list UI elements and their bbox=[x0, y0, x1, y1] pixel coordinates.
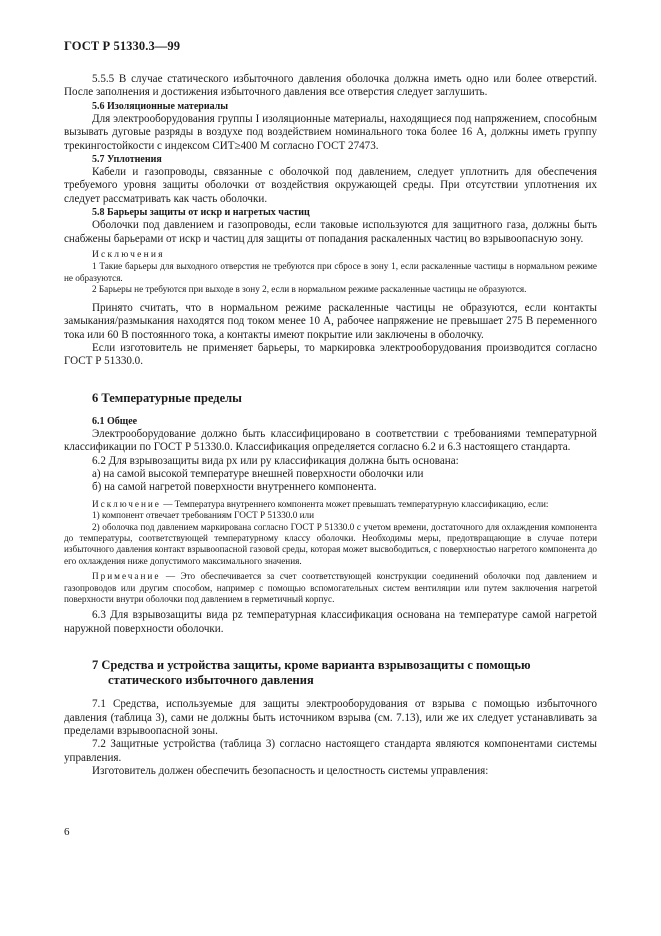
note-1: 1 Такие барьеры для выходного отверстия не требуются при сбросе в зону 1, если раскаленные частицы в нормальном режиме не образуются. bbox=[64, 261, 597, 283]
exception-text: — Температура внутреннего компонента может превышать температурную классификацию, если: bbox=[160, 498, 549, 509]
heading-5-7: 5.7 Уплотнения bbox=[92, 154, 162, 166]
paragraph-6-3: 6.3 Для взрывозащиты вида pz температурная классификация основана на температуре самой нагретой наружной поверхности оболочки. bbox=[64, 609, 597, 635]
list-item-a: а) на самой высокой температуре внешней поверхности оболочки или bbox=[92, 467, 424, 480]
notes-label: Исключения bbox=[92, 250, 165, 261]
paragraph-last: Изготовитель должен обеспечить безопасность и целостность системы управления: bbox=[92, 765, 489, 778]
note-paragraph bbox=[64, 571, 597, 605]
page-number: 6 bbox=[64, 826, 70, 838]
document-body bbox=[64, 73, 597, 779]
heading-6-1: 6.1 Общее bbox=[92, 415, 138, 427]
paragraph-5-7: Кабели и газопроводы, связанные с оболочкой под давлением, следует уплотнить для обеспечения требуемого уровня защиты оболочки от воздействия окружающей среды. При отсутствии уплотнения их следует рассматривать как часть оболочки. bbox=[64, 166, 597, 205]
paragraph-6-1: Электрооборудование должно быть классифицировано в соответствии с требованиями температурной классификации по ГОСТ Р 51330.0. Классификация определяется согласно 6.2 и 6.3 настоящего стандарта. bbox=[64, 427, 597, 454]
exception-item-2: 2) оболочка под давлением маркирована согласно ГОСТ Р 51330.0 с учетом времени, достаточного для охлаждения компонента до температуры, соответствующей температурному классу оболочки. Необходимы меры, предотвращающие в случае потери избыточного давления контакт взрывоопасной газовой среды, которая может высвободиться, с поверхностью нагретого компонента до его охлаждения ниже допустимого максимального значения. bbox=[64, 521, 597, 566]
exception-paragraph bbox=[64, 499, 597, 510]
paragraph-accept: Принято считать, что в нормальном режиме раскаленные частицы не образуются, если контакты замыкания/размыкания находятся под током менее 10 А, рабочее напряжение не превышает 275 В переменного тока или 60 В постоянного тока, а контакты имеют покрытие или заключены в оболочку. bbox=[64, 301, 597, 341]
document-header: ГОСТ Р 51330.3—99 bbox=[64, 39, 181, 53]
exception-label: Исключение bbox=[92, 498, 161, 509]
paragraph-manufacturer: Если изготовитель не применяет барьеры, то маркировка электрооборудования производится согласно ГОСТ Р 51330.0. bbox=[64, 341, 597, 368]
section-7-title-line1: 7 Средства и устройства защиты, кроме варианта взрывозащиты с помощью bbox=[92, 658, 531, 673]
list-item-b: б) на самой нагретой поверхности внутреннего компонента. bbox=[92, 481, 377, 494]
note-text: — Это обеспечивается за счет соответствующей конструкции соединений оболочки под давлением и газопроводов или другим способом, например с помощью вспомогательных систем вентиляции или путем заключения нагретой поверхности внутри оболочки под давлением в герметичный корпус. bbox=[64, 571, 597, 604]
paragraph-7-1: 7.1 Средства, используемые для защиты электрооборудования от взрыва с помощью избыточного давления (таблица 3), сами не должны быть источником взрыва (см. 7.13), или же их следует устанавливать за пределами взрывоопасной зоны. bbox=[64, 698, 597, 738]
section-6-title: 6 Температурные пределы bbox=[92, 390, 242, 405]
note-label: Примечание bbox=[92, 571, 161, 582]
section-7-title-line2: статического избыточного давления bbox=[108, 673, 314, 688]
note-2: 2 Барьеры не требуются при выходе в зону 2, если в нормальном режиме раскаленные частицы не образуются. bbox=[92, 284, 527, 295]
exception-item-1: 1) компонент отвечает требованиям ГОСТ Р 51330.0 или bbox=[92, 510, 315, 521]
section-7-title bbox=[64, 658, 597, 688]
heading-5-6: 5.6 Изоляционные материалы bbox=[92, 100, 229, 112]
paragraph-5-8: Оболочки под давлением и газопроводы, если таковые используются для защитного газа, должны быть снабжены барьерами от искр и частиц для защиты от попадания раскаленных частиц во взрывоопасную зону. bbox=[64, 219, 597, 245]
paragraph-7-2: 7.2 Защитные устройства (таблица 3) согласно настоящего стандарта являются компонентами системы управления. bbox=[64, 738, 597, 764]
paragraph-5-6: Для электрооборудования группы I изоляционные материалы, находящиеся под напряжением, способным вызывать дуговые разряды в воздухе под воздействием номинального тока более 16 А, должны иметь группу трекингостойкости с индексом СИТ≥400 М согласно ГОСТ 27473. bbox=[64, 112, 597, 152]
heading-5-8: 5.8 Барьеры защиты от искр и нагретых частиц bbox=[92, 207, 310, 219]
paragraph-5-5-5: 5.5.5 В случае статического избыточного давления оболочка должна иметь одно или более отверстий. После заполнения и достижения избыточного давления все отверстия следует заглушить. bbox=[64, 73, 597, 99]
paragraph-6-2: 6.2 Для взрывозащиты вида px или py классификация должна быть основана: bbox=[92, 454, 459, 467]
